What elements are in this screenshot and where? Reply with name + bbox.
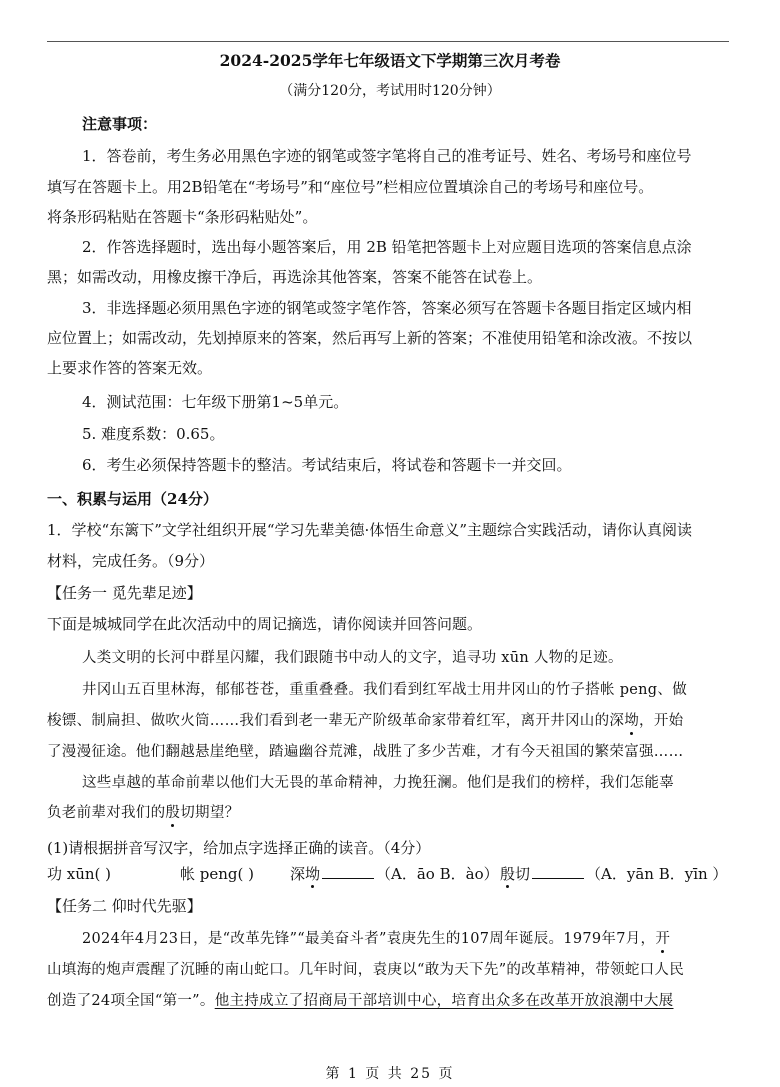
answer-options: （A．yān B．yīn ）	[586, 865, 728, 883]
task-1-heading: 【任务一 觅先辈足迹】	[47, 584, 202, 602]
notice-line: 填写在答题卡上。用2B铅笔在“考场号”和“座位号”栏相应位置填涂自己的考场号和座位号。	[47, 178, 654, 196]
passage-1-line	[47, 711, 683, 731]
passage-text: 创造了24项全国“第一”。	[47, 993, 215, 1009]
answer-blank-peng: 帐 peng( )	[180, 865, 254, 883]
notice-line: 1．答卷前，考生务必用黑色字迹的钢笔或签字笔将自己的准考证号、姓名、考场号和座位号	[82, 147, 692, 165]
notice-line: 6．考生必须保持答题卡的整洁。考试结束后，将试卷和答题卡一并交回。	[82, 456, 572, 474]
sub-question-1: (1)请根据拼音写汉字，给加点字选择正确的读音。（4分）	[47, 839, 431, 857]
notice-line: 上要求作答的答案无效。	[47, 359, 213, 377]
header-rule	[47, 41, 729, 42]
notice-line: 将条形码粘贴在答题卡“条形码粘贴处”。	[47, 208, 318, 226]
dotted-char: 开	[655, 931, 671, 947]
passage-2-line: 山填海的炮声震醒了沉睡的南山蛇口。几年时间，袁庚以“敢为天下先”的改革精神，带领蛇口人民	[47, 962, 685, 978]
answer-underline	[532, 864, 584, 879]
question-1-text: 1．学校“东篱下”文学社组织开展“学习先辈美德·体悟生命意义”主题综合实践活动，请你认真阅读	[47, 521, 692, 539]
dotted-char: 殷	[500, 865, 516, 883]
notice-line: 黑；如需改动，用橡皮擦干净后，再选涂其他答案，答案不能答在试卷上。	[47, 268, 543, 286]
dotted-char: 坳	[624, 713, 640, 729]
passage-text: 负老前辈对我们的	[47, 805, 166, 821]
passage-text: 切期望？	[180, 805, 240, 821]
notice-line: 3．非选择题必须用黑色字迹的钢笔或签字笔作答，答案必须写在答题卡各题目指定区域内相	[82, 299, 692, 317]
question-1-text: 材料，完成任务。（9分）	[47, 552, 215, 570]
exam-title: 2024-2025学年七年级语文下学期第三次月考卷	[219, 51, 561, 70]
notice-heading: 注意事项：	[82, 115, 158, 133]
answer-text: 切	[515, 865, 531, 883]
notice-line: 2．作答选择题时，选出每小题答案后，用 2B 铅笔把答题卡上对应题目选项的答案信息点涂	[82, 238, 692, 256]
task-2-heading: 【任务二 仰时代先驱】	[47, 897, 202, 915]
passage-text: ，开始	[639, 713, 684, 729]
passage-text: 梭镖、制扁担、做吹火筒……我们看到老一辈无产阶级革命家带着红军，离开井冈山的深	[47, 713, 625, 729]
answer-text: 深	[290, 865, 306, 883]
answer-blank-ao	[290, 864, 499, 884]
passage-1-line: 人类文明的长河中群星闪耀，我们跟随书中动人的文字，追寻功 xūn 人物的足迹。	[82, 650, 623, 666]
page-number: 第 1 页 共 25 页	[325, 1066, 455, 1082]
answer-underline	[322, 864, 374, 879]
underlined-sentence: 他主持成立了招商局干部培训中心，培育出众多在改革开放浪潮中大展	[214, 993, 674, 1009]
passage-1-line: 井冈山五百里林海，郁郁苍苍，重重叠叠。我们看到红军战士用井冈山的竹子搭帐 peng、做	[82, 682, 687, 698]
passage-1-line	[47, 803, 239, 823]
passage-2-line	[47, 991, 673, 1011]
passage-1-line: 了漫漫征途。他们翻越悬崖绝壁，踏遍幽谷荒滩，战胜了多少苦难，才有今天祖国的繁荣富强……	[47, 744, 684, 760]
answer-blank-yin	[500, 864, 727, 884]
section-heading: 一、积累与运用（24分）	[47, 490, 218, 508]
dotted-char: 殷	[165, 805, 181, 821]
passage-1-line: 这些卓越的革命前辈以他们大无畏的革命精神，力挽狂澜。他们是我们的榜样，我们怎能辜	[82, 775, 674, 791]
task-1-intro: 下面是城城同学在此次活动中的周记摘选，请你阅读并回答问题。	[47, 615, 483, 633]
notice-line: 4．测试范围：七年级下册第1~5单元。	[82, 393, 349, 411]
answer-options: （A．āo B．ào）	[376, 865, 499, 883]
dotted-char: 坳	[305, 865, 321, 883]
answer-blank-xun: 功 xūn( )	[47, 865, 112, 883]
passage-text: 2024年4月23日，是“改革先锋”“最美奋斗者”袁庚先生的107周年诞辰。1979年7月，	[82, 931, 656, 947]
notice-line: 5. 难度系数：0.65。	[82, 425, 225, 443]
exam-subtitle: （满分120分，考试用时120分钟）	[279, 83, 501, 99]
notice-line: 应位置上；如需改动，先划掉原来的答案，然后再写上新的答案；不准使用铅笔和涂改液。不按以	[47, 329, 693, 347]
passage-2-line	[82, 929, 670, 949]
